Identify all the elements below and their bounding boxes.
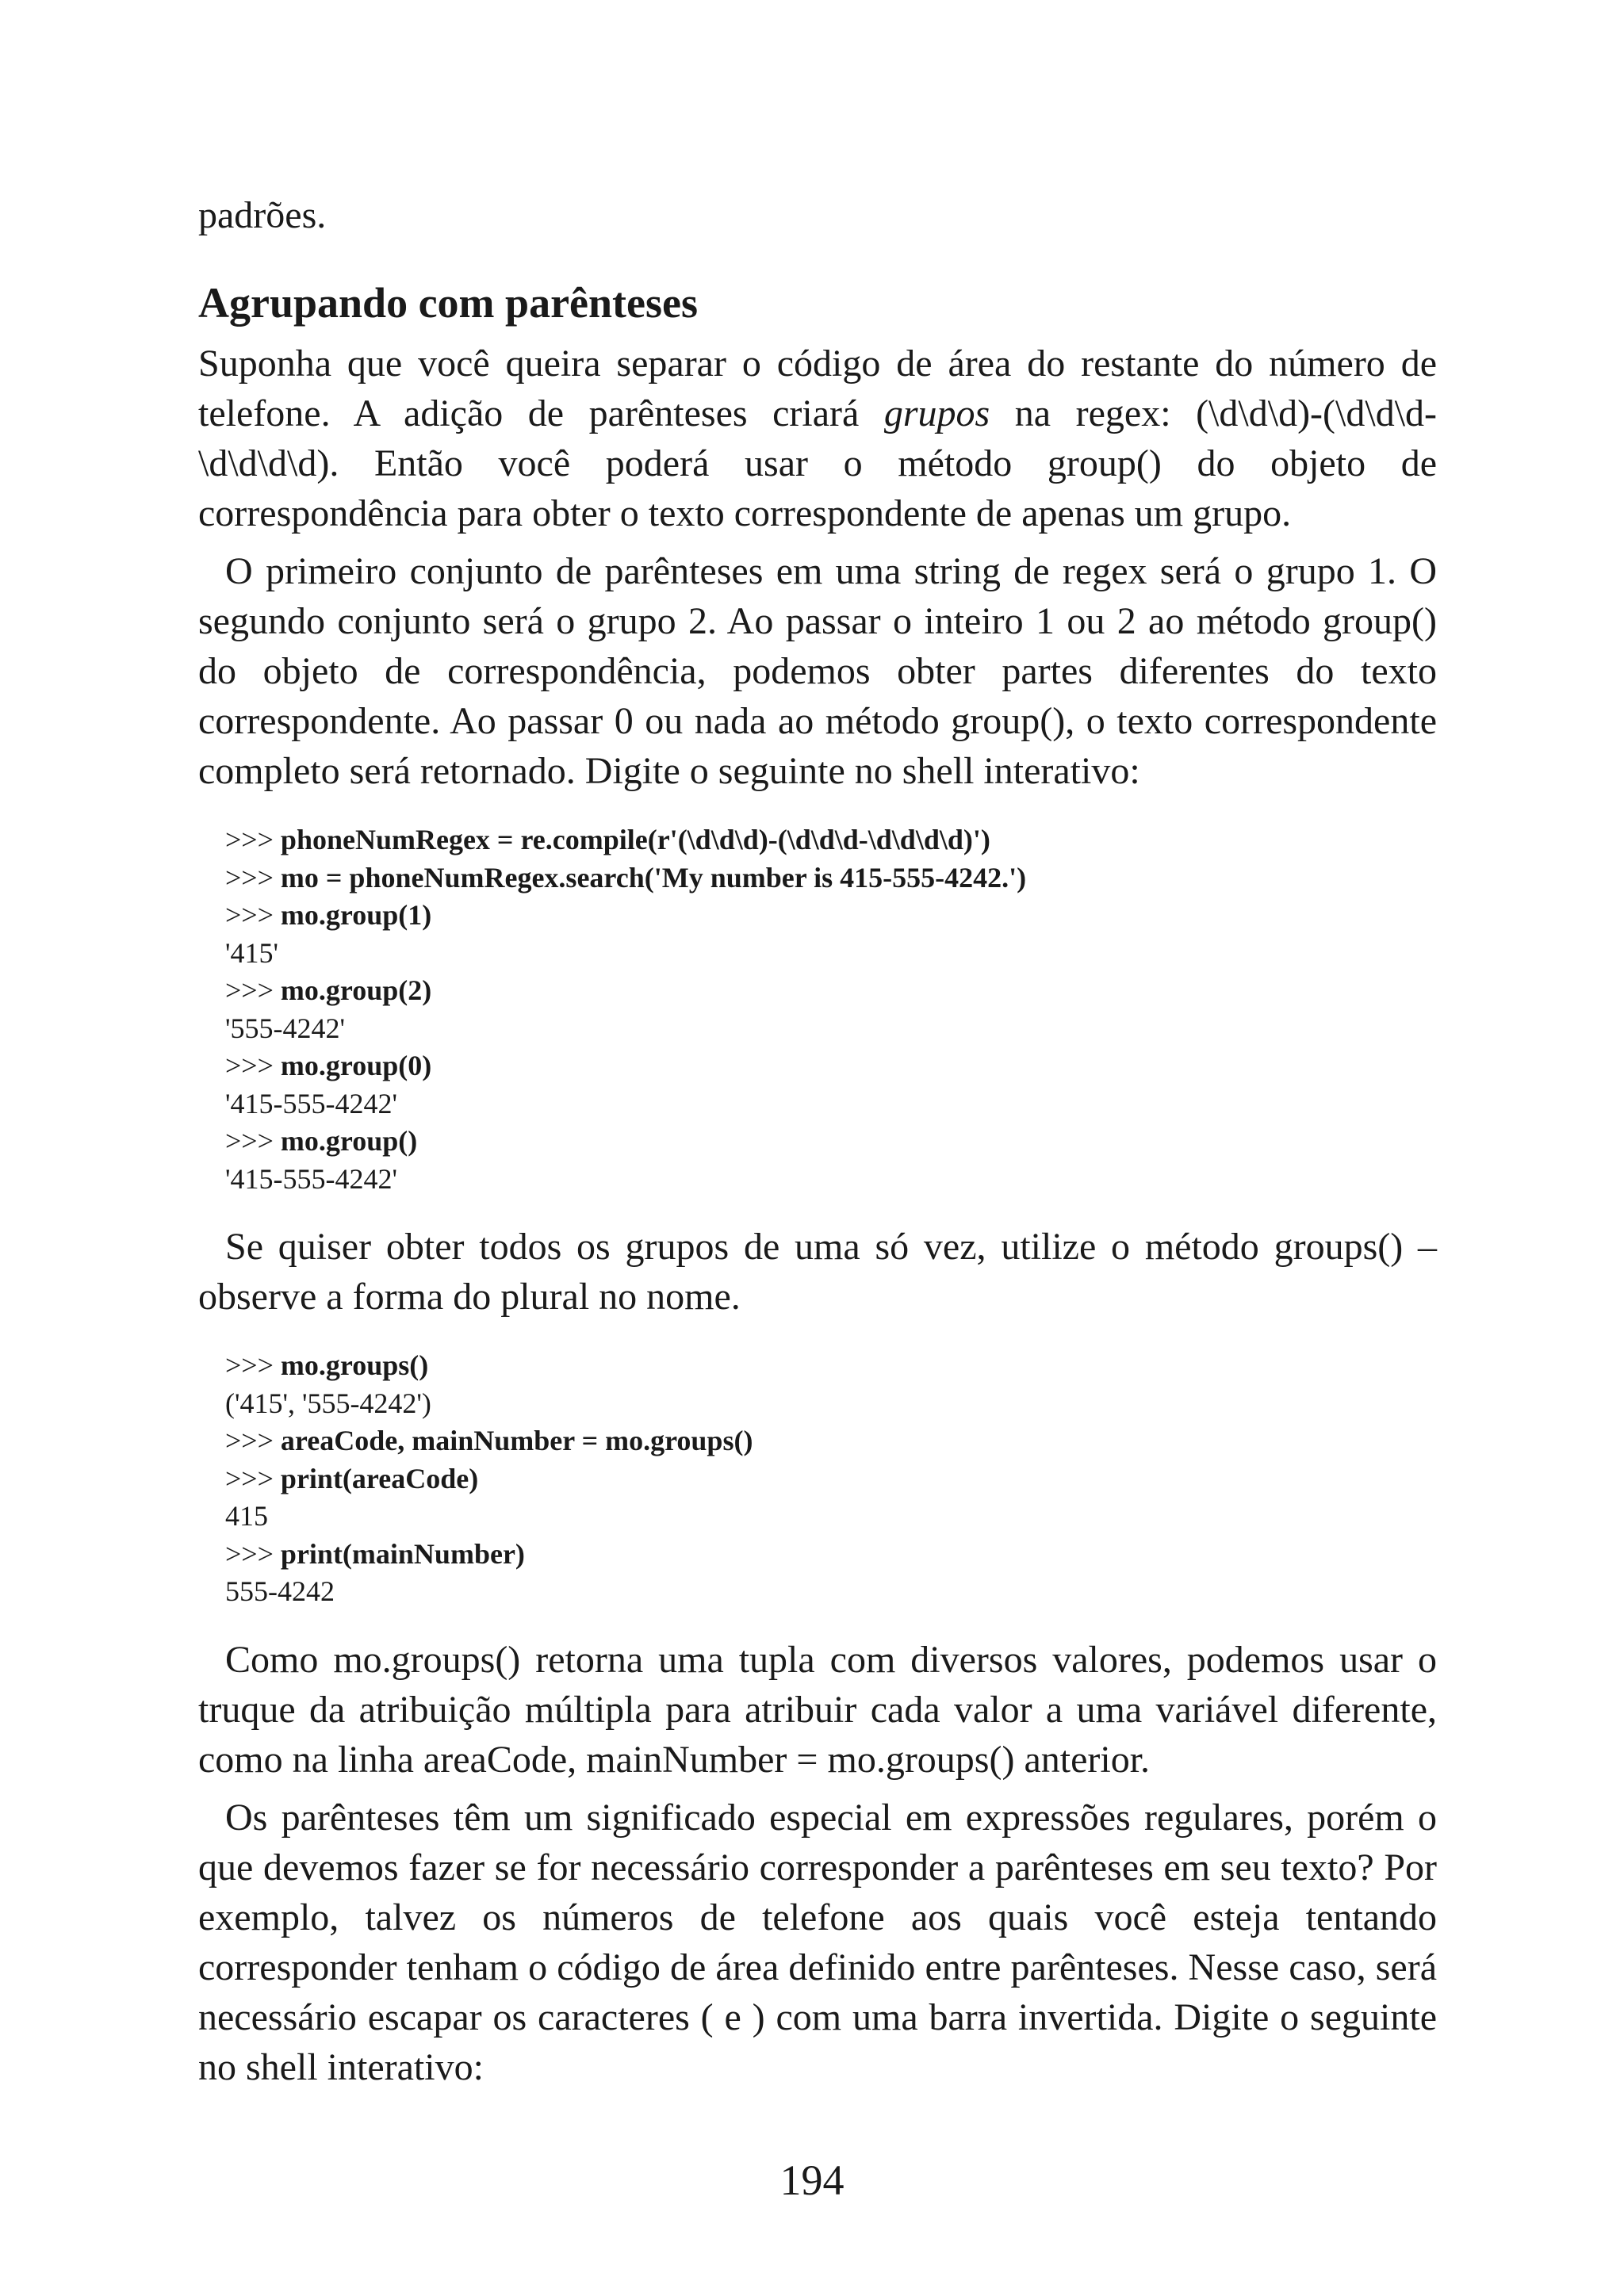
code-prompt: >>> xyxy=(225,1537,281,1570)
code-line xyxy=(225,859,1437,897)
code-line xyxy=(225,1536,1437,1574)
code-prompt: >>> xyxy=(225,861,281,894)
page-number: 194 xyxy=(779,2156,845,2204)
paragraph-1-end: na regex: (\d\d\d)-(\d\d\d-\d\d\d\d). Então você poderá usar o método group() do objeto de correspondência para obter o texto correspondente de apenas um grupo. xyxy=(198,392,1438,534)
code-line xyxy=(225,972,1437,1010)
code-line xyxy=(225,1460,1437,1498)
code-prompt: >>> xyxy=(225,1425,281,1456)
code-command: areaCode, mainNumber = mo.groups() xyxy=(280,1425,753,1456)
code-output: 415 xyxy=(225,1500,268,1532)
paragraph-3: Se quiser obter todos os grupos de uma só vez, utilize o método groups() – observe a forma do plural no nome. xyxy=(198,1226,1437,1318)
code-line xyxy=(225,1347,1437,1385)
code-output: '415' xyxy=(225,936,278,969)
code-prompt: >>> xyxy=(225,1125,281,1157)
code-command: mo.group(1) xyxy=(280,899,432,931)
code-block-1 xyxy=(225,821,1437,1198)
code-line xyxy=(225,1498,1437,1536)
code-output: '415-555-4242' xyxy=(225,1162,397,1195)
code-prompt: >>> xyxy=(225,824,281,855)
code-line xyxy=(225,1010,1437,1048)
code-command: mo.group(2) xyxy=(280,974,432,1006)
paragraph-1 xyxy=(198,339,1437,538)
code-prompt: >>> xyxy=(225,1349,281,1381)
code-line xyxy=(225,1123,1437,1161)
code-command: print(mainNumber) xyxy=(280,1537,525,1570)
code-line xyxy=(225,897,1437,935)
code-command: mo = phoneNumRegex.search('My number is 415-555-4242.') xyxy=(280,861,1027,894)
code-prompt: >>> xyxy=(225,899,281,931)
paragraph-1-start: Suponha que você queira separar o código de área do restante do número de telefone. A adição de parênteses criará xyxy=(198,342,1437,434)
code-block-2 xyxy=(225,1347,1437,1611)
paragraph-5: Os parênteses têm um significado especial em expressões regulares, porém o que devemos fazer se for necessário corresponder a parênteses em seu texto? Por exemplo, talvez os números de telefone aos quais você esteja tentando corresponder tenham o código de área definido entre parênteses. Nesse caso, será necessário escapar os caracteres ( e ) com uma barra invertida. Digite o seguinte no shell interativo: xyxy=(198,1796,1437,2088)
paragraph-4: Como mo.groups() retorna uma tupla com diversos valores, podemos usar o truque da atribuição múltipla para atribuir cada valor a uma variável diferente, como na linha areaCode, mainNumber = mo.groups() anterior. xyxy=(198,1638,1437,1781)
code-command: print(areaCode) xyxy=(280,1462,479,1494)
code-output: 555-4242 xyxy=(225,1575,335,1607)
section-heading: Agrupando com parênteses xyxy=(198,279,698,327)
code-line xyxy=(225,1161,1437,1199)
code-line xyxy=(225,1085,1437,1123)
code-output: '555-4242' xyxy=(225,1012,345,1044)
paragraph-2: O primeiro conjunto de parênteses em uma string de regex será o grupo 1. O segundo conjunto será o grupo 2. Ao passar o inteiro 1 ou 2 ao método group() do objeto de correspondência, podemos obter partes diferentes do texto correspondente. Ao passar 0 ou nada ao método group(), o texto correspondente completo será retornado. Digite o seguinte no shell interativo: xyxy=(198,550,1437,792)
code-prompt: >>> xyxy=(225,1462,281,1494)
top-line: padrões. xyxy=(198,194,327,236)
code-prompt: >>> xyxy=(225,1050,281,1081)
code-command: mo.group(0) xyxy=(280,1050,432,1081)
code-prompt: >>> xyxy=(225,974,281,1006)
code-command: mo.group() xyxy=(280,1125,418,1157)
code-line xyxy=(225,1422,1437,1460)
code-line xyxy=(225,935,1437,973)
code-output: '415-555-4242' xyxy=(225,1087,397,1119)
code-line xyxy=(225,1385,1437,1423)
code-line xyxy=(225,1047,1437,1085)
code-line xyxy=(225,821,1437,859)
page-content xyxy=(198,190,1437,2092)
code-line xyxy=(225,1573,1437,1611)
paragraph-1-emphasis: grupos xyxy=(883,392,990,434)
code-output: ('415', '555-4242') xyxy=(225,1387,431,1419)
code-command: mo.groups() xyxy=(280,1349,429,1381)
code-command: phoneNumRegex = re.compile(r'(\d\d\d)-(\d\d\d-\d\d\d\d)') xyxy=(280,824,990,855)
